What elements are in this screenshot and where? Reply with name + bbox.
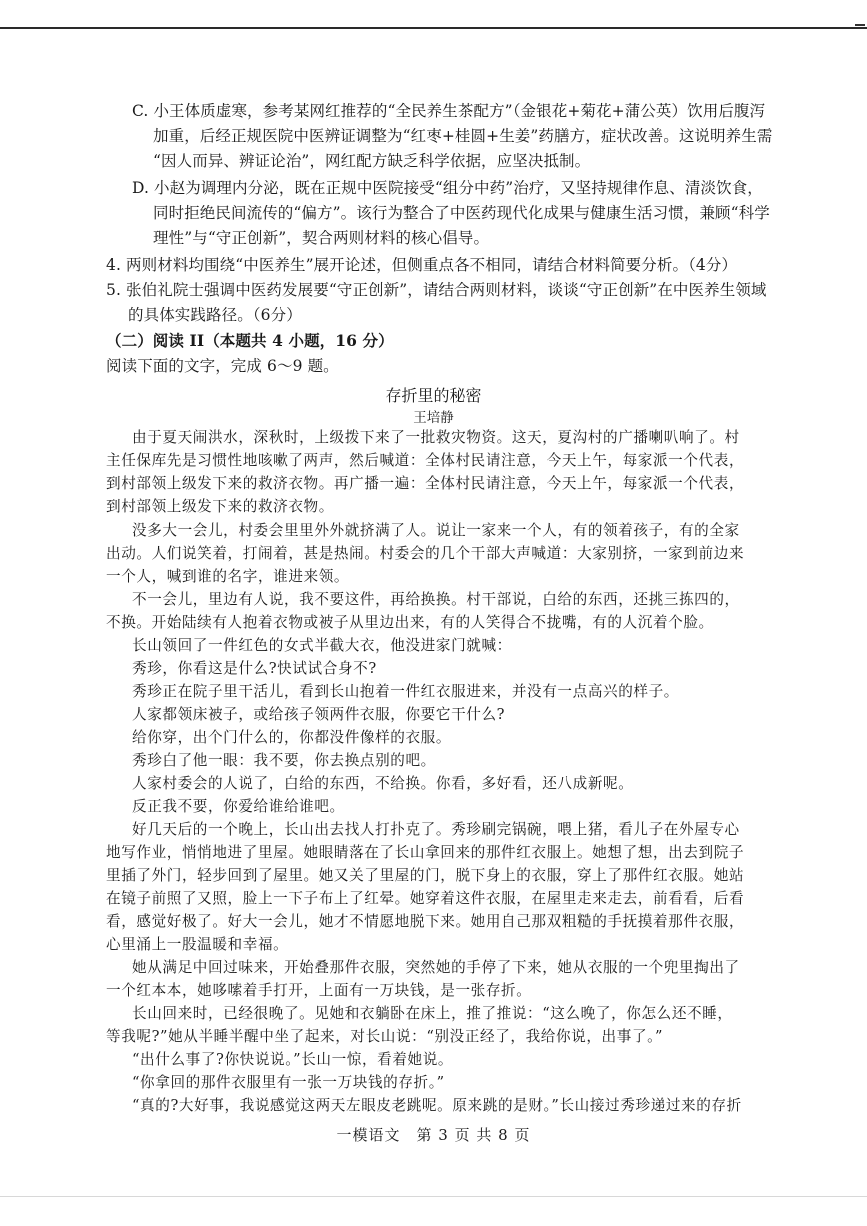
option-d-line-2: 同时拒绝民间流传的“偏方”。该行为整合了中医药现代化成果与健康生活习惯，兼顾“科学 <box>153 204 770 222</box>
story-line: 秀珍白了他一眼：我不要，你去换点别的吧。 <box>132 752 436 769</box>
story-line: “你拿回的那件衣服里有一张一万块钱的存折。” <box>132 1074 445 1091</box>
question-5-line-1: 5. 张伯礼院士强调中医药发展要“守正创新”，请结合两则材料，谈谈“守正创新”在中医养生领域 <box>106 281 767 299</box>
story-line: 秀珍，你看这是什么?快试试合身不? <box>132 660 377 677</box>
story-line: 给你穿，出个门什么的，你都没件像样的衣服。 <box>132 729 452 746</box>
story-line: 到村部领上级发下来的救济衣物。 <box>106 498 334 515</box>
story-line: 没多大一会儿，村委会里里外外就挤满了人。说让一家来一个人，有的领着孩子，有的全家 <box>132 522 740 539</box>
story-line: 心里涌上一股温暖和幸福。 <box>106 936 289 953</box>
option-d-line-1: D. 小赵为调理内分泌，既在正规中医院接受“组分中药”治疗，又坚持规律作息、清淡饮食， <box>132 179 763 197</box>
story-author: 王培静 <box>413 410 454 426</box>
story-line: 等我呢?”她从半睡半醒中坐了起来，对长山说：“别没正经了，我给你说，出事了。” <box>106 1028 664 1045</box>
story-line: “出什么事了?你快说说。”长山一惊，看着她说。 <box>132 1051 454 1068</box>
story-line: 反正我不要，你爱给谁给谁吧。 <box>132 798 345 815</box>
section-heading: （二）阅读 II（本题共 4 小题，16 分） <box>106 331 394 350</box>
story-title: 存折里的秘密 <box>385 386 482 405</box>
story-line: 出动。人们说笑着，打闹着，甚是热闹。村委会的几个干部大声喊道：大家别挤，一家到前边来 <box>106 545 745 562</box>
story-line: 不一会儿，里边有人说，我不要这件，再给换换。村干部说，白给的东西，还挑三拣四的， <box>132 591 740 608</box>
instruction: 阅读下面的文字，完成 6～9 题。 <box>106 357 339 375</box>
question-5-line-2: 的具体实践路径。（6分） <box>128 306 302 324</box>
story-line: 不换。开始陆续有人抱着衣物或被子从里边出来，有的人笑得合不拢嘴，有的人沉着个脸。 <box>106 614 714 631</box>
option-c-line-2: 加重，后经正规医院中医辨证调整为“红枣+桂圆+生姜”药膳方，症状改善。这说明养生需 <box>153 127 773 145</box>
option-d-line-3: 理性”与“守正创新”，契合两则材料的核心倡导。 <box>153 229 490 247</box>
story-line: 主任保库先是习惯性地咳嗽了两声，然后喊道：全体村民请注意，今天上午，每家派一个代表， <box>106 452 745 469</box>
story-line: “真的?大好事，我说感觉这两天左眼皮老跳呢。原来跳的是财。”长山接过秀珍递过来的存折 <box>132 1097 742 1114</box>
story-line: 由于夏天闹洪水，深秋时，上级拨下来了一批救灾物资。这天，夏沟村的广播喇叭响了。村 <box>132 429 740 446</box>
story-line: 人家都领床被子，或给孩子领两件衣服，你要它干什么? <box>132 706 506 723</box>
story-line: 看，感觉好极了。好大一会儿，她才不情愿地脱下来。她用自己那双粗糙的手抚摸着那件衣服， <box>106 913 745 930</box>
story-line: 长山领回了一件红色的女式半截大衣，他没进家门就喊： <box>132 637 512 654</box>
story-line: 一个人，喊到谁的名字，谁进来领。 <box>106 568 350 585</box>
story-line: 人家村委会的人说了，白给的东西，不给换。你看，多好看，还八成新呢。 <box>132 775 634 792</box>
story-line: 一个红本本，她哆嗦着手打开，上面有一万块钱，是一张存折。 <box>106 982 532 999</box>
question-4: 4. 两则材料均围绕“中医养生”展开论述，但侧重点各不相同，请结合材料简要分析。（4分） <box>106 256 738 274</box>
story-line: 她从满足中回过味来，开始叠那件衣服，突然她的手停了下来，她从衣服的一个兜里掏出了 <box>132 959 740 976</box>
option-c-line-1: C. 小王体质虚寒，参考某网红推荐的“全民养生茶配方”（金银花+菊花+蒲公英）饮用后腹泻 <box>132 102 766 120</box>
option-c-line-3: “因人而异、辨证论治”，网红配方缺乏科学依据，应坚决抵制。 <box>153 152 591 170</box>
story-line: 秀珍正在院子里干活儿，看到长山抱着一件红衣服进来，并没有一点高兴的样子。 <box>132 683 679 700</box>
story-line: 长山回来时，已经很晚了。见她和衣躺卧在床上，推了推说：“这么晚了，你怎么还不睡， <box>132 1005 733 1022</box>
story-line: 到村部领上级发下来的救济衣物。再广播一遍：全体村民请注意，今天上午，每家派一个代表， <box>106 475 745 492</box>
story-line: 里插了外门，轻步回到了屋里。她又关了里屋的门，脱下身上的衣服，穿上了那件红衣服。她站 <box>106 867 745 884</box>
story-line: 好几天后的一个晚上，长山出去找人打扑克了。秀珍刷完锅碗，喂上猪，看儿子在外屋专心 <box>132 821 740 838</box>
story-line: 地写作业，悄悄地进了里屋。她眼睛落在了长山拿回来的那件红衣服上。她想了想，出去到院子 <box>106 844 745 861</box>
story-line: 在镜子前照了又照，脸上一下子布上了红晕。她穿着这件衣服，在屋里走来走去，前看看，后看 <box>106 890 745 907</box>
page-footer: 一模语文 第 3 页 共 8 页 <box>336 1126 531 1144</box>
bottom-rule <box>0 1196 867 1197</box>
